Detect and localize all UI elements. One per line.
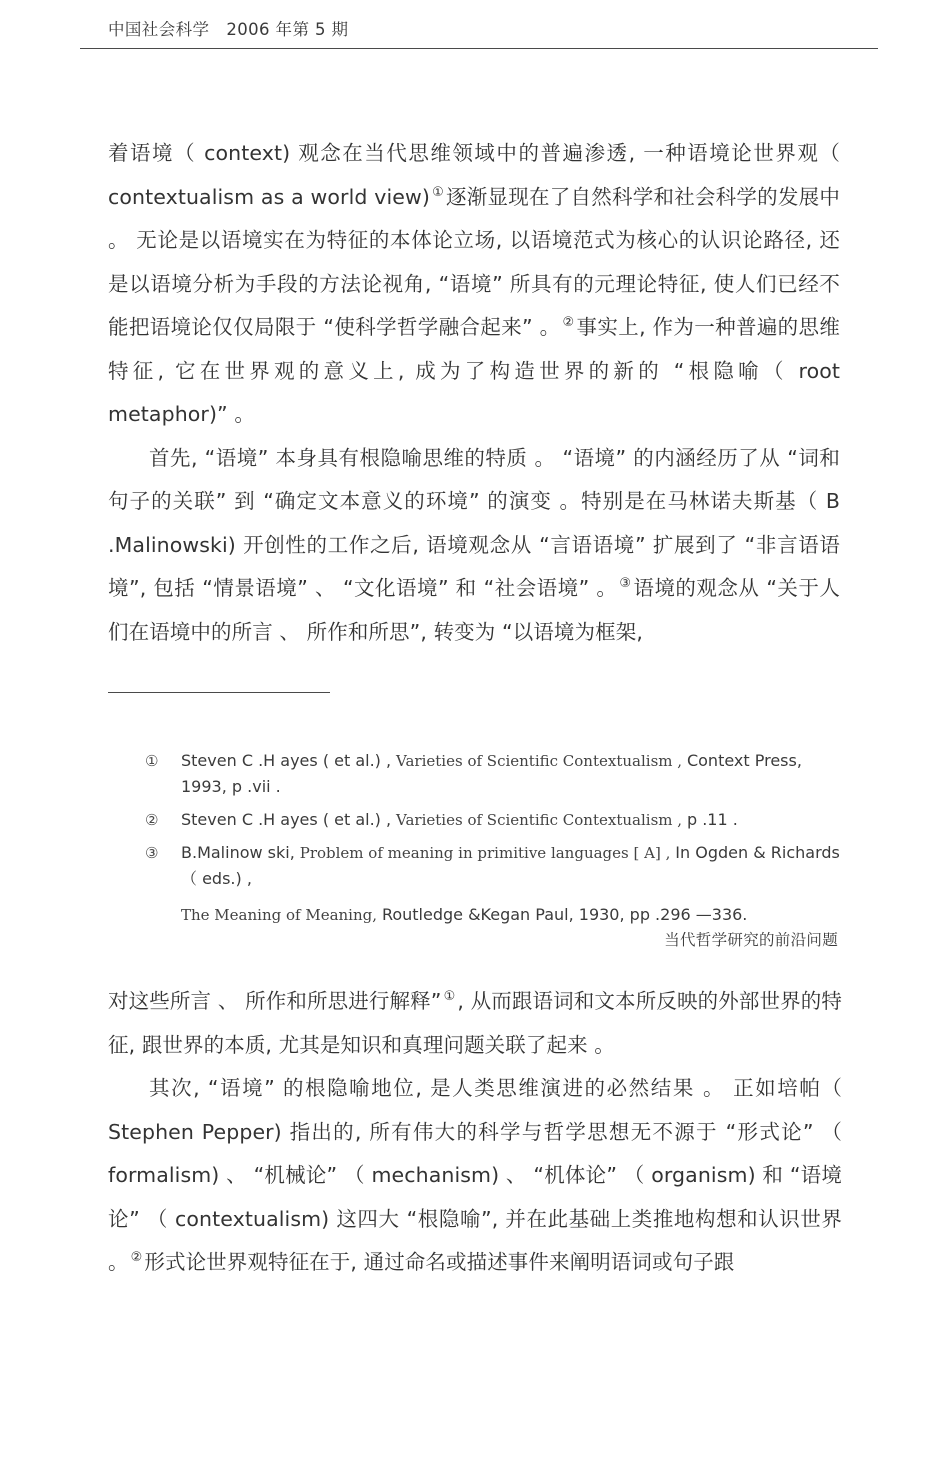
footnote-ref-3[interactable]: ③ — [619, 576, 632, 592]
paragraph-3-segment-a: 对这些所言 、 所作和所思进行解释” — [108, 989, 442, 1013]
body-text-upper — [108, 132, 840, 654]
footnote-continuation — [181, 902, 845, 928]
paragraph-4 — [108, 1067, 842, 1285]
page2-running-header: 当代哲学研究的前沿问题 — [664, 931, 838, 949]
footnote-publication: Context Press, 1993, p .vii . — [181, 751, 802, 796]
footnote-text — [181, 807, 845, 833]
paragraph-2 — [108, 437, 840, 655]
body-text-lower — [108, 980, 842, 1285]
header-divider-rule — [80, 48, 878, 49]
footnote-separator-rule — [108, 692, 330, 693]
footnote-title-continued: The Meaning of Meaning, — [181, 906, 377, 924]
footnote-ref-1[interactable]: ① — [431, 184, 445, 200]
paragraph-1 — [108, 132, 840, 437]
footnote-marker: ③ — [145, 844, 159, 862]
running-header — [108, 16, 348, 40]
paragraph-3 — [108, 980, 842, 1067]
footnote-title: Varieties of Scientific Contextualism , — [396, 811, 683, 829]
paragraph-2-segment-b: 语境的观念从 “关于人们在语境中的所言 、 所作和所思”, 转变为 “以语境为框架, — [108, 576, 840, 644]
footnote-text — [181, 748, 845, 800]
paragraph-1-segment-a: 着语境（ context) 观念在当代思维领域中的普遍渗透, 一种语境论世界观（ contextualism as a world view) — [108, 141, 840, 209]
footnote-text — [181, 840, 845, 928]
footnote-ref-2[interactable]: ② — [562, 315, 575, 331]
footnote-title: Varieties of Scientific Contextualism , — [396, 752, 683, 770]
footnote-item — [145, 840, 845, 928]
paragraph-1-segment-c: 事实上, 作为一种普遍的思维特征, 它在世界观的意义上, 成为了构造世界的新的 “根隐喻（ root metaphor)” 。 — [108, 315, 840, 426]
paragraph-4-segment-a: 其次, “语境” 的根隐喻地位, 是人类思维演进的必然结果 。 正如培帕（ Stephen Pepper) 指出的, 所有伟大的科学与哲学思想无不源于 “形式论” （ formalism) 、 “机械论” （ mechanism) 、 “机体论” （ organism) 和 “语境论” （ contextualism) 这四大 “根隐喻”, 并在此基础上类推地构想和认识世界 。 — [108, 1076, 842, 1274]
issue-label: 2006 年第 5 期 — [226, 20, 349, 39]
footnote-title: Problem of meaning in primitive languages [ A] , — [299, 844, 671, 862]
footnote-item — [145, 748, 845, 800]
footnote-author: B.Malinow ski, — [181, 843, 295, 862]
footnote-ref-1-page2[interactable]: ① — [443, 989, 456, 1005]
paragraph-1-segment-b: 逐渐显现在了自然科学和社会科学的发展中 。 无论是以语境实在为特征的本体论立场, 以语境范式为核心的认识论路径, 还是以语境分析为手段的方法论视角, “语境” 所具有的元理论特征, 使人们已经不能把语境论仅仅局限于 “使科学哲学融合起来” 。 — [108, 184, 840, 339]
footnote-author: Steven C .H ayes ( et al.) , — [181, 810, 392, 829]
footnote-publication-continued: Routledge &Kegan Paul, 1930, pp .296 —336. — [381, 905, 748, 924]
footnote-ref-2-page2[interactable]: ② — [130, 1250, 143, 1266]
footnote-marker: ② — [145, 811, 159, 829]
journal-title: 中国社会科学 — [108, 20, 210, 39]
footnote-list — [145, 748, 845, 935]
footnote-marker: ① — [145, 752, 159, 770]
paragraph-3-segment-b: , 从而跟语词和文本所反映的外部世界的特征, 跟世界的本质, 尤其是知识和真理问题关联了起来 。 — [108, 989, 842, 1057]
footnote-publication: In Ogden & Richards （ eds.) , — [181, 843, 840, 888]
footnote-item — [145, 807, 845, 833]
paragraph-4-segment-b: 形式论世界观特征在于, 通过命名或描述事件来阐明语词或句子跟 — [144, 1250, 735, 1274]
footnote-publication: p .11 . — [686, 810, 738, 829]
paragraph-2-segment-a: 首先, “语境” 本身具有根隐喻思维的特质 。 “语境” 的内涵经历了从 “词和句子的关联” 到 “确定文本意义的环境” 的演变 。特别是在马林诺夫斯基（ B .Malinowski) 开创性的工作之后, 语境观念从 “言语语境” 扩展到了 “非言语语境”, 包括 “情景语境” 、 “文化语境” 和 “社会语境” 。 — [108, 445, 840, 600]
footnote-author: Steven C .H ayes ( et al.) , — [181, 751, 392, 770]
